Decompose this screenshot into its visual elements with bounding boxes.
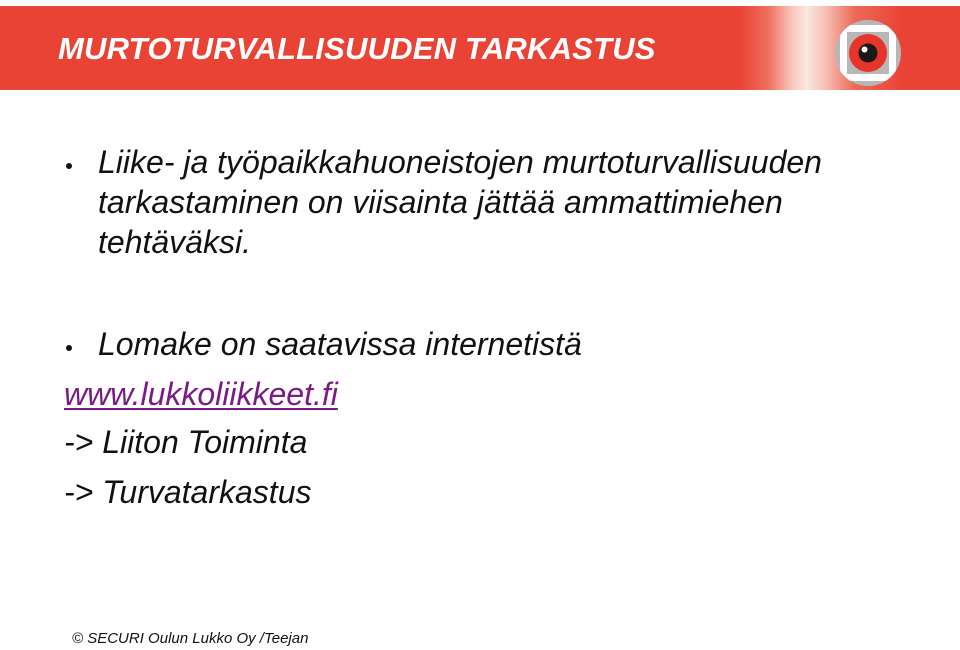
nav-path-line: -> Liiton Toiminta <box>64 424 308 460</box>
title-bar <box>0 6 960 90</box>
slide-title: MURTOTURVALLISUUDEN TARKASTUS <box>58 31 656 66</box>
bullet-text: Liike- ja työpaikkahuoneistojen murtoturvallisuuden tarkastaminen on viisainta jättää ammattimiehen tehtäväksi. <box>98 144 822 260</box>
bullet-text: Lomake on saatavissa internetistä <box>98 326 582 362</box>
website-link-line <box>64 374 338 414</box>
bullet-dot <box>66 163 72 169</box>
copyright-footer: © SECURI Oulun Lukko Oy /Teejan <box>72 630 309 647</box>
nav-path-line: -> Turvatarkastus <box>64 474 312 510</box>
eye-target-logo-icon <box>833 18 903 88</box>
bullet-dot <box>66 345 72 351</box>
website-link[interactable]: www.lukkoliikkeet.fi <box>64 376 338 412</box>
